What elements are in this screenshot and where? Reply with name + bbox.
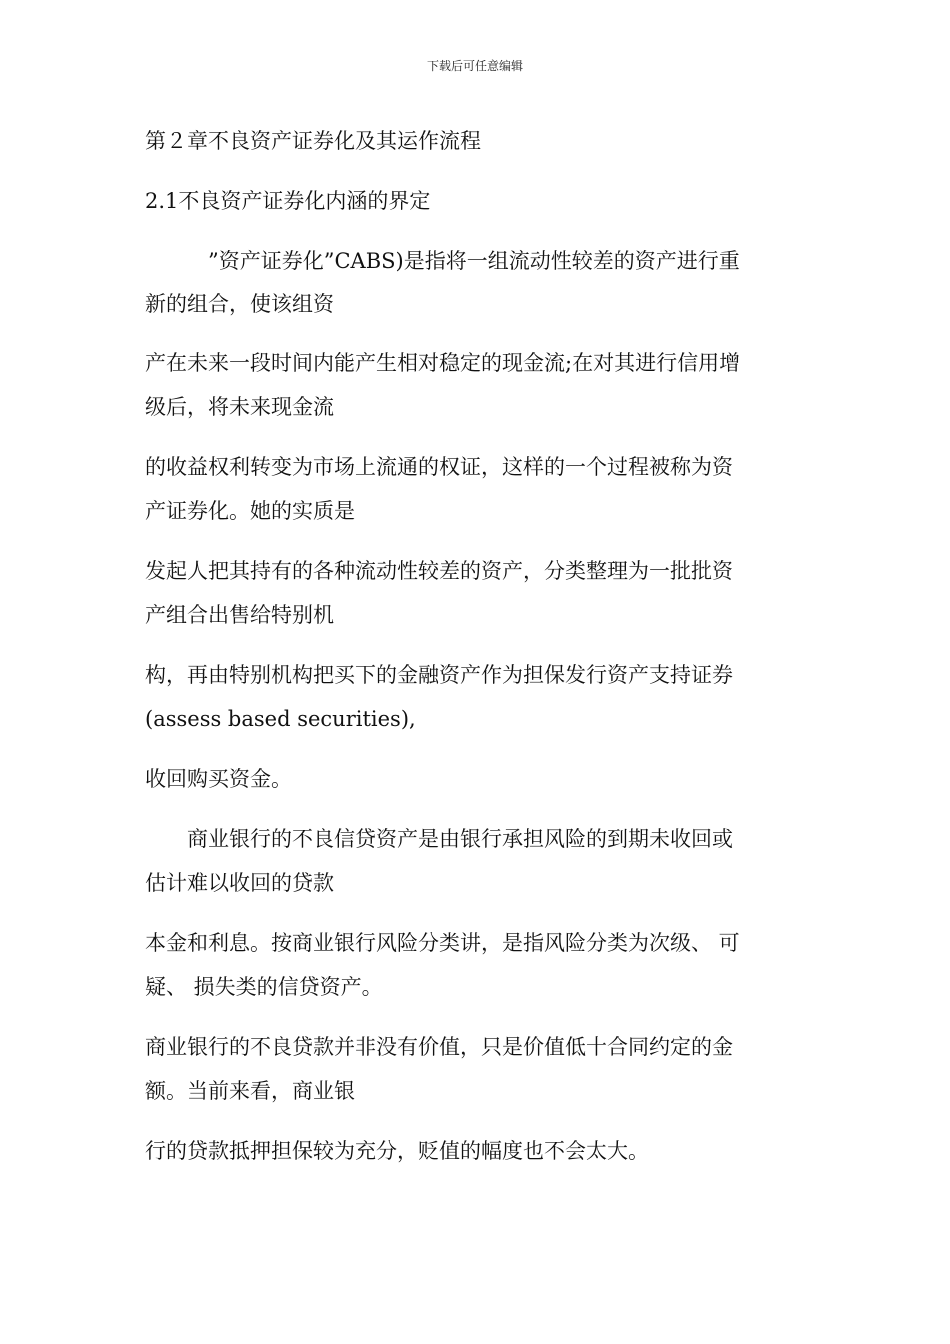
text-line: 构，再由特别机构把买下的金融资产作为担保发行资产支持证券: [145, 663, 733, 687]
text-line: 产证券化。她的实质是: [145, 499, 355, 523]
text-line: 商业银行的不良信贷资产是由银行承担风险的到期未收回或: [145, 827, 733, 851]
text-line: 产在未来一段时间内能产生相对稳定的现金流;在对其进行信用增: [145, 351, 741, 375]
chapter-title: 第２章不良资产证券化及其运作流程: [145, 129, 481, 153]
page-header: 下载后可任意编辑: [426, 59, 523, 73]
text-line: 新的组合，使该组资: [145, 292, 334, 316]
text-line: 收回购买资金。: [145, 767, 292, 791]
text-line: 商业银行的不良贷款并非没有价值，只是价值低十合同约定的金: [145, 1035, 733, 1059]
text-line: 估计难以收回的贷款: [145, 871, 334, 895]
text-line: 的收益权利转变为市场上流通的权证，这样的一个过程被称为资: [145, 455, 733, 479]
text-line: 疑、 损失类的信贷资产。: [145, 975, 383, 999]
text-line: ”资产证券化”CABS)是指将一组流动性较差的资产进行重: [145, 249, 740, 273]
text-line: 级后，将未来现金流: [145, 395, 334, 419]
text-line: (assess based securities),: [145, 707, 416, 731]
text-line: 行的贷款抵押担保较为充分，贬值的幅度也不会太大。: [145, 1139, 649, 1163]
text-line: 产组合出售给特别机: [145, 603, 334, 627]
text-line: 额。当前来看，商业银: [145, 1079, 355, 1103]
text-line: 发起人把其持有的各种流动性较差的资产，分类整理为一批批资: [145, 559, 733, 583]
section-title: 2.1不良资产证券化内涵的界定: [145, 189, 431, 213]
text-line: 本金和利息。按商业银行风险分类讲，是指风险分类为次级、 可: [145, 931, 740, 955]
